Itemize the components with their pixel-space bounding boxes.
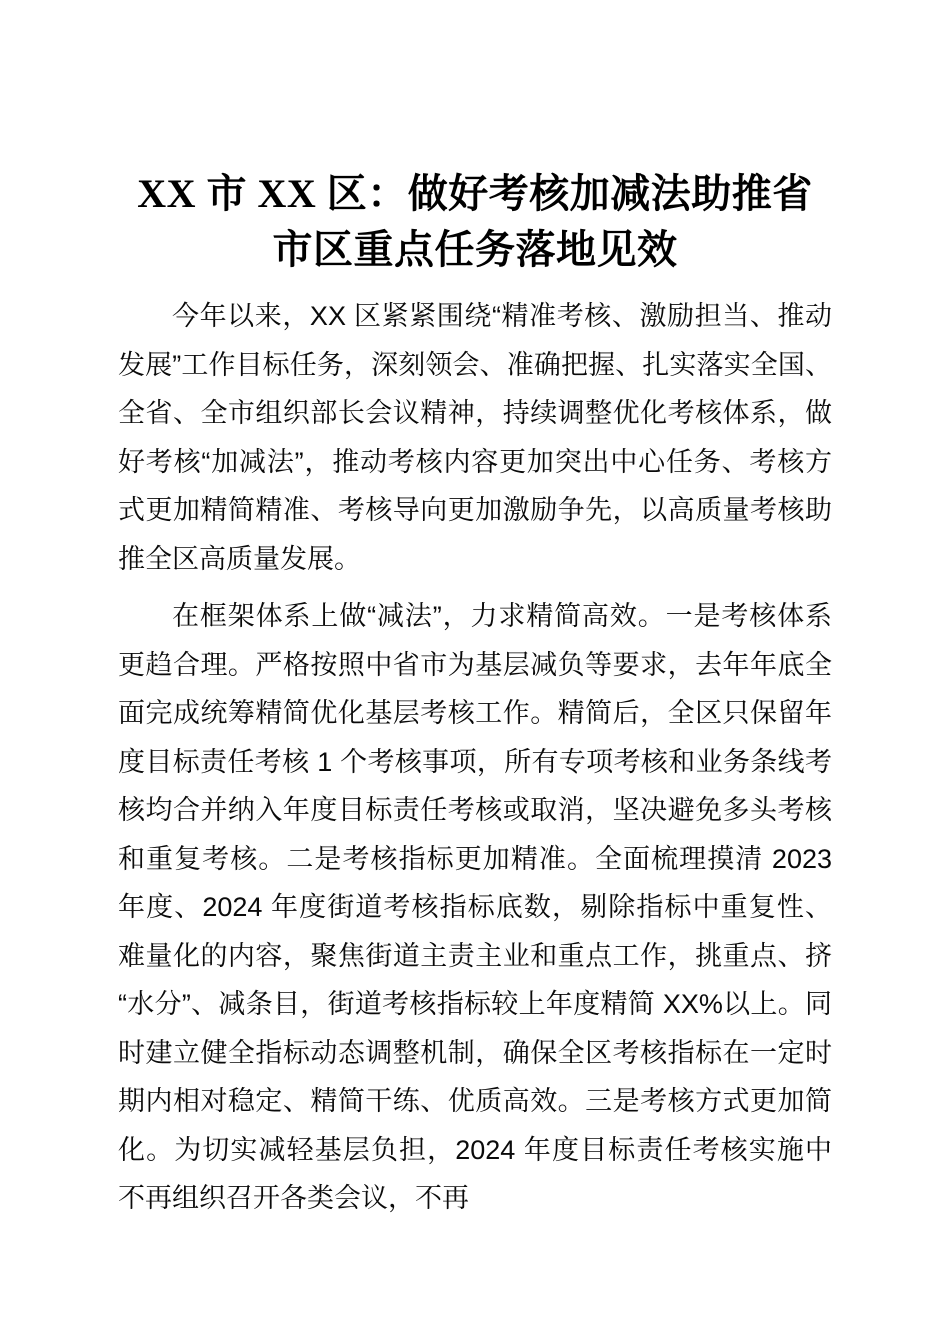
document-title: XX 市 XX 区：做好考核加减法助推省市区重点任务落地见效: [137, 171, 813, 272]
document-body: [118, 292, 832, 1223]
paragraph-framework-reduction: 在框架体系上做“减法”，力求精简高效。一是考核体系更趋合理。严格按照中省市为基层减负等要求，去年年底全面完成统筹精简优化基层考核工作。精简后，全区只保留年度目标责任考核 1 个考核事项，所有专项考核和业务条线考核均合并纳入年度目标责任考核或取消，坚决避免多头考核和重复考核。二是考核指标更加精准。全面梳理摸清 2023 年度、2024 年度街道考核指标底数，剔除指标中重复性、难量化的内容，聚焦街道主责主业和重点工作，挑重点、挤“水分”、减条目，街道考核指标较上年度精简 XX%以上。同时建立健全指标动态调整机制，确保全区考核指标在一定时期内相对稳定、精简干练、优质高效。三是考核方式更加简化。为切实减轻基层负担，2024 年度目标责任考核实施中不再组织召开各类会议，不再: [118, 601, 832, 1213]
paragraph-intro: 今年以来，XX 区紧紧围绕“精准考核、激励担当、推动发展”工作目标任务，深刻领会、准确把握、扎实落实全国、全省、全市组织部长会议精神，持续调整优化考核体系，做好考核“加减法”，推动考核内容更加突出中心任务、考核方式更加精简精准、考核导向更加激励争先，以高质量考核助推全区高质量发展。: [118, 301, 832, 574]
